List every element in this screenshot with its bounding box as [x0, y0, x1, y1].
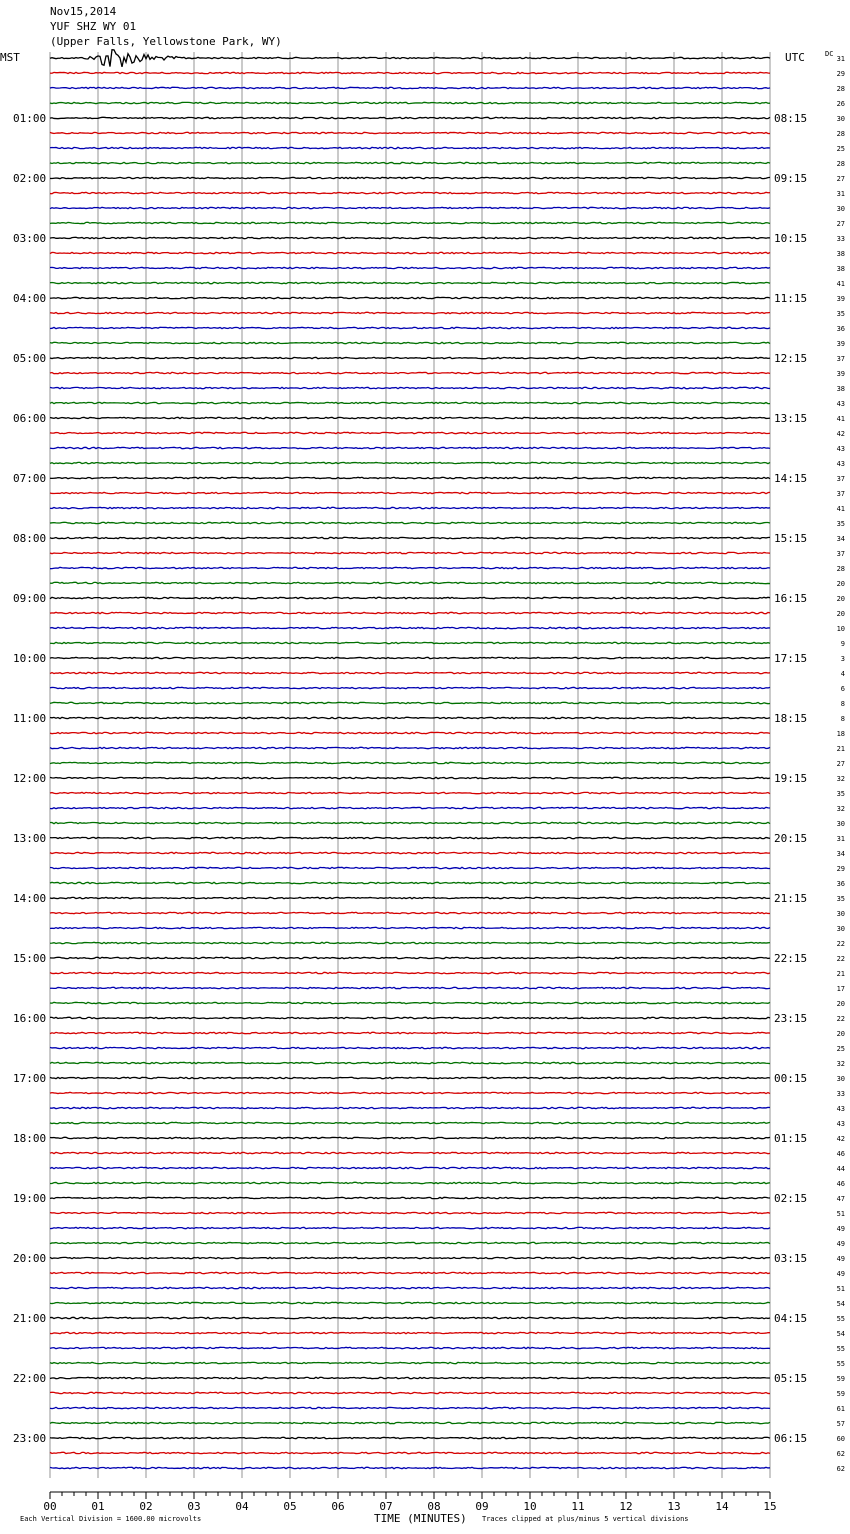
left-hour-label-16: 16:00: [13, 1012, 47, 1025]
seismic-traces: [50, 50, 770, 1469]
trace-row-40: [50, 657, 770, 658]
dc-offset-row-40: 3: [840, 655, 845, 663]
trace-row-15: [50, 282, 770, 283]
dc-offset-row-27: 43: [836, 460, 845, 468]
x-axis: [43, 1492, 776, 1513]
trace-row-30: [50, 507, 770, 508]
trace-row-35: [50, 582, 770, 583]
right-hour-label-23: 06:15: [774, 1432, 808, 1445]
dc-offset-row-52: 31: [836, 835, 845, 843]
trace-row-79: [50, 1242, 770, 1243]
dc-offset-row-66: 25: [836, 1045, 845, 1053]
right-hour-label-22: 05:15: [774, 1372, 808, 1385]
dc-offset-row-18: 36: [836, 325, 845, 333]
dc-offset-row-33: 37: [836, 550, 845, 558]
trace-row-38: [50, 627, 770, 628]
dc-offset-row-7: 28: [836, 160, 845, 168]
minute-grid: [50, 52, 770, 1478]
right-hour-label-19: 02:15: [774, 1192, 808, 1205]
right-hour-label-15: 22:15: [774, 952, 808, 965]
dc-offset-row-64: 22: [836, 1015, 845, 1023]
left-hour-label-3: 03:00: [13, 232, 47, 245]
trace-row-36: [50, 597, 770, 598]
trace-row-10: [50, 207, 770, 208]
x-tick-label-15: 15: [763, 1500, 777, 1513]
dc-offset-row-3: 26: [836, 100, 845, 108]
dc-offset-row-32: 34: [836, 535, 845, 543]
trace-row-26: [50, 447, 770, 448]
dc-offset-row-85: 54: [836, 1330, 845, 1338]
dc-offset-row-51: 30: [836, 820, 845, 828]
right-hour-label-1: 08:15: [774, 112, 808, 125]
trace-row-6: [50, 147, 770, 148]
dc-offset-row-4: 30: [836, 115, 845, 123]
left-hour-labels: [13, 112, 46, 1445]
trace-row-18: [50, 327, 770, 328]
left-hour-label-20: 20:00: [13, 1252, 47, 1265]
dc-offset-row-72: 42: [836, 1135, 845, 1143]
left-hour-label-5: 05:00: [13, 352, 47, 365]
trace-row-68: [50, 1077, 770, 1078]
trace-row-44: [50, 717, 770, 718]
trace-row-49: [50, 792, 770, 793]
trace-row-77: [50, 1212, 770, 1213]
trace-row-14: [50, 267, 770, 268]
dc-offset-row-65: 20: [836, 1030, 845, 1038]
plot-axes: [0, 50, 833, 64]
trace-row-67: [50, 1062, 770, 1063]
right-hour-label-12: 19:15: [774, 772, 808, 785]
dc-offset-row-30: 41: [836, 505, 845, 513]
trace-row-27: [50, 462, 770, 463]
left-hour-label-11: 11:00: [13, 712, 47, 725]
left-hour-label-13: 13:00: [13, 832, 47, 845]
dc-offset-row-20: 37: [836, 355, 845, 363]
trace-row-65: [50, 1032, 770, 1033]
right-hour-label-6: 13:15: [774, 412, 808, 425]
dc-offset-row-68: 30: [836, 1075, 845, 1083]
trace-row-89: [50, 1392, 770, 1393]
dc-offset-row-1: 29: [836, 70, 845, 78]
x-tick-label-03: 03: [187, 1500, 201, 1513]
trace-row-13: [50, 252, 770, 253]
left-hour-label-18: 18:00: [13, 1132, 47, 1145]
x-tick-label-04: 04: [235, 1500, 249, 1513]
dc-offset-row-92: 60: [836, 1435, 845, 1443]
trace-row-28: [50, 477, 770, 478]
trace-row-8: [50, 177, 770, 178]
dc-offset-row-42: 6: [840, 685, 845, 693]
left-hour-label-8: 08:00: [13, 532, 47, 545]
right-hour-label-7: 14:15: [774, 472, 808, 485]
plot-date: Nov15,2014: [50, 5, 117, 18]
x-tick-label-12: 12: [619, 1500, 633, 1513]
dc-offset-row-21: 39: [836, 370, 845, 378]
trace-row-17: [50, 312, 770, 313]
left-hour-label-22: 22:00: [13, 1372, 47, 1385]
trace-row-7: [50, 162, 770, 163]
dc-offset-row-9: 31: [836, 190, 845, 198]
x-tick-label-02: 02: [139, 1500, 153, 1513]
clip-note: Traces clipped at plus/minus 5 vertical divisions: [482, 1515, 689, 1523]
scale-note: Each Vertical Division = 1600.00 microvolts: [20, 1515, 202, 1523]
dc-offset-row-94: 62: [836, 1465, 845, 1473]
dc-offset-row-67: 32: [836, 1060, 845, 1068]
dc-offset-row-28: 37: [836, 475, 845, 483]
dc-offset-row-10: 30: [836, 205, 845, 213]
dc-offset-row-90: 61: [836, 1405, 845, 1413]
trace-row-87: [50, 1362, 770, 1363]
trace-row-46: [50, 747, 770, 748]
dc-offset-row-22: 38: [836, 385, 845, 393]
station-location: (Upper Falls, Yellowstone Park, WY): [50, 35, 282, 48]
x-tick-label-13: 13: [667, 1500, 681, 1513]
left-hour-label-6: 06:00: [13, 412, 47, 425]
dc-offset-row-24: 41: [836, 415, 845, 423]
dc-offset-row-84: 55: [836, 1315, 845, 1323]
dc-offset-row-50: 32: [836, 805, 845, 813]
left-timezone-label: MST: [0, 51, 20, 64]
dc-offset-row-36: 20: [836, 595, 845, 603]
trace-row-19: [50, 342, 770, 343]
left-hour-label-10: 10:00: [13, 652, 47, 665]
right-hour-label-11: 18:15: [774, 712, 808, 725]
x-tick-label-14: 14: [715, 1500, 729, 1513]
x-tick-label-08: 08: [427, 1500, 441, 1513]
station-code: YUF SHZ WY 01: [50, 20, 137, 33]
trace-row-5: [50, 132, 770, 133]
trace-row-12: [50, 237, 770, 238]
dc-offset-row-31: 35: [836, 520, 845, 528]
trace-row-62: [50, 987, 770, 988]
dc-offset-row-77: 51: [836, 1210, 845, 1218]
dc-offset-row-58: 30: [836, 925, 845, 933]
trace-row-75: [50, 1182, 770, 1183]
right-hour-label-3: 10:15: [774, 232, 808, 245]
right-timezone-label: UTC: [785, 51, 805, 64]
dc-offset-row-16: 39: [836, 295, 845, 303]
right-hour-label-9: 16:15: [774, 592, 808, 605]
trace-row-69: [50, 1092, 770, 1093]
trace-row-88: [50, 1377, 770, 1378]
dc-offset-row-39: 9: [840, 640, 845, 648]
right-hour-label-17: 00:15: [774, 1072, 808, 1085]
dc-offset-row-74: 44: [836, 1165, 845, 1173]
left-hour-label-2: 02:00: [13, 172, 47, 185]
dc-offset-row-78: 49: [836, 1225, 845, 1233]
trace-row-31: [50, 522, 770, 523]
trace-row-16: [50, 297, 770, 298]
trace-row-66: [50, 1047, 770, 1048]
trace-row-78: [50, 1227, 770, 1228]
dc-offset-header: DC: [825, 50, 834, 58]
x-tick-label-09: 09: [475, 1500, 489, 1513]
left-hour-label-21: 21:00: [13, 1312, 47, 1325]
trace-row-74: [50, 1167, 770, 1168]
trace-row-83: [50, 1302, 770, 1303]
dc-offset-row-49: 35: [836, 790, 845, 798]
trace-row-23: [50, 402, 770, 403]
trace-row-2: [50, 87, 770, 88]
trace-row-86: [50, 1347, 770, 1348]
dc-offset-row-29: 37: [836, 490, 845, 498]
dc-offset-row-12: 33: [836, 235, 845, 243]
dc-offset-row-13: 38: [836, 250, 845, 258]
dc-offset-row-2: 28: [836, 85, 845, 93]
x-tick-label-05: 05: [283, 1500, 297, 1513]
trace-row-43: [50, 702, 770, 703]
trace-row-73: [50, 1152, 770, 1153]
x-axis-label: TIME (MINUTES): [374, 1512, 467, 1525]
trace-row-21: [50, 372, 770, 373]
right-hour-label-4: 11:15: [774, 292, 808, 305]
trace-row-47: [50, 762, 770, 763]
trace-row-22: [50, 387, 770, 388]
trace-row-37: [50, 612, 770, 613]
dc-offset-row-93: 62: [836, 1450, 845, 1458]
dc-offset-row-71: 43: [836, 1120, 845, 1128]
left-hour-label-15: 15:00: [13, 952, 47, 965]
trace-row-91: [50, 1422, 770, 1423]
dc-offset-row-8: 27: [836, 175, 845, 183]
dc-offset-row-54: 29: [836, 865, 845, 873]
dc-offset-row-45: 18: [836, 730, 845, 738]
trace-row-71: [50, 1122, 770, 1123]
dc-offset-row-73: 46: [836, 1150, 845, 1158]
left-hour-label-12: 12:00: [13, 772, 47, 785]
trace-row-58: [50, 927, 770, 928]
trace-row-64: [50, 1017, 770, 1018]
x-tick-label-07: 07: [379, 1500, 393, 1513]
left-hour-label-17: 17:00: [13, 1072, 47, 1085]
dc-offset-row-88: 59: [836, 1375, 845, 1383]
dc-offset-row-70: 43: [836, 1105, 845, 1113]
dc-offset-row-37: 20: [836, 610, 845, 618]
dc-offset-row-59: 22: [836, 940, 845, 948]
dc-offset-row-17: 35: [836, 310, 845, 318]
dc-offset-row-41: 4: [840, 670, 845, 678]
right-hour-label-20: 03:15: [774, 1252, 808, 1265]
trace-row-90: [50, 1407, 770, 1408]
right-hour-label-14: 21:15: [774, 892, 808, 905]
trace-row-3: [50, 102, 770, 103]
dc-offset-row-56: 35: [836, 895, 845, 903]
right-hour-label-18: 01:15: [774, 1132, 808, 1145]
dc-offset-labels: [837, 55, 845, 1473]
trace-row-9: [50, 192, 770, 193]
x-tick-label-01: 01: [91, 1500, 105, 1513]
trace-row-1: [50, 72, 770, 73]
trace-row-57: [50, 912, 770, 913]
right-hour-label-21: 04:15: [774, 1312, 808, 1325]
trace-row-72: [50, 1137, 770, 1138]
right-hour-label-2: 09:15: [774, 172, 808, 185]
left-hour-label-1: 01:00: [13, 112, 47, 125]
dc-offset-row-25: 42: [836, 430, 845, 438]
dc-offset-row-11: 27: [836, 220, 845, 228]
left-hour-label-23: 23:00: [13, 1432, 47, 1445]
dc-offset-row-26: 43: [836, 445, 845, 453]
trace-row-93: [50, 1452, 770, 1453]
trace-row-82: [50, 1287, 770, 1288]
trace-row-63: [50, 1002, 770, 1003]
right-hour-label-16: 23:15: [774, 1012, 808, 1025]
x-tick-label-11: 11: [571, 1500, 585, 1513]
right-hour-label-10: 17:15: [774, 652, 808, 665]
trace-row-39: [50, 642, 770, 643]
trace-row-59: [50, 942, 770, 943]
dc-offset-row-91: 57: [836, 1420, 845, 1428]
dc-offset-row-47: 27: [836, 760, 845, 768]
dc-offset-row-61: 21: [836, 970, 845, 978]
dc-offset-row-15: 41: [836, 280, 845, 288]
dc-offset-row-55: 36: [836, 880, 845, 888]
dc-offset-row-62: 17: [836, 985, 845, 993]
x-tick-label-06: 06: [331, 1500, 345, 1513]
dc-offset-row-60: 22: [836, 955, 845, 963]
left-hour-label-14: 14:00: [13, 892, 47, 905]
dc-offset-row-48: 32: [836, 775, 845, 783]
dc-offset-row-81: 49: [836, 1270, 845, 1278]
trace-row-29: [50, 492, 770, 493]
right-hour-label-13: 20:15: [774, 832, 808, 845]
right-hour-label-5: 12:15: [774, 352, 808, 365]
x-tick-label-10: 10: [523, 1500, 537, 1513]
trace-row-42: [50, 687, 770, 688]
trace-row-0: [50, 50, 770, 67]
trace-row-50: [50, 807, 770, 808]
trace-row-60: [50, 957, 770, 958]
dc-offset-row-19: 39: [836, 340, 845, 348]
dc-offset-row-34: 28: [836, 565, 845, 573]
dc-offset-row-83: 54: [836, 1300, 845, 1308]
dc-offset-row-87: 55: [836, 1360, 845, 1368]
dc-offset-row-80: 49: [836, 1255, 845, 1263]
dc-offset-row-43: 8: [840, 700, 845, 708]
dc-offset-row-0: 31: [836, 55, 845, 63]
dc-offset-row-63: 20: [836, 1000, 845, 1008]
dc-offset-row-86: 55: [836, 1345, 845, 1353]
trace-row-94: [50, 1467, 770, 1468]
trace-row-70: [50, 1107, 770, 1108]
trace-row-54: [50, 867, 770, 868]
trace-row-24: [50, 417, 770, 418]
dc-offset-row-79: 49: [836, 1240, 845, 1248]
trace-row-20: [50, 357, 770, 358]
trace-row-80: [50, 1257, 770, 1258]
dc-offset-row-75: 46: [836, 1180, 845, 1188]
trace-row-76: [50, 1197, 770, 1198]
dc-offset-row-5: 28: [836, 130, 845, 138]
dc-offset-row-23: 43: [836, 400, 845, 408]
right-hour-label-8: 15:15: [774, 532, 808, 545]
dc-offset-row-76: 47: [836, 1195, 845, 1203]
dc-offset-row-82: 51: [836, 1285, 845, 1293]
left-hour-label-4: 04:00: [13, 292, 47, 305]
dc-offset-row-53: 34: [836, 850, 845, 858]
trace-row-41: [50, 672, 770, 673]
dc-offset-row-57: 30: [836, 910, 845, 918]
trace-row-61: [50, 972, 770, 973]
dc-offset-row-6: 25: [836, 145, 845, 153]
trace-row-48: [50, 777, 770, 778]
dc-offset-row-46: 21: [836, 745, 845, 753]
trace-row-56: [50, 897, 770, 898]
trace-row-51: [50, 822, 770, 823]
trace-row-45: [50, 732, 770, 733]
x-tick-label-00: 00: [43, 1500, 57, 1513]
trace-row-84: [50, 1317, 770, 1318]
trace-row-55: [50, 882, 770, 883]
trace-row-33: [50, 552, 770, 553]
trace-row-85: [50, 1332, 770, 1333]
trace-row-11: [50, 222, 770, 223]
right-hour-labels: [774, 112, 807, 1445]
trace-row-4: [50, 117, 770, 118]
dc-offset-row-44: 8: [840, 715, 845, 723]
dc-offset-row-89: 59: [836, 1390, 845, 1398]
trace-row-92: [50, 1437, 770, 1438]
dc-offset-row-14: 38: [836, 265, 845, 273]
left-hour-label-9: 09:00: [13, 592, 47, 605]
dc-offset-row-35: 20: [836, 580, 845, 588]
left-hour-label-7: 07:00: [13, 472, 47, 485]
left-hour-label-19: 19:00: [13, 1192, 47, 1205]
dc-offset-row-38: 10: [836, 625, 845, 633]
trace-row-34: [50, 567, 770, 568]
trace-row-81: [50, 1272, 770, 1273]
trace-row-53: [50, 852, 770, 853]
trace-row-25: [50, 432, 770, 433]
trace-row-32: [50, 537, 770, 538]
trace-row-52: [50, 837, 770, 838]
dc-offset-row-69: 33: [836, 1090, 845, 1098]
